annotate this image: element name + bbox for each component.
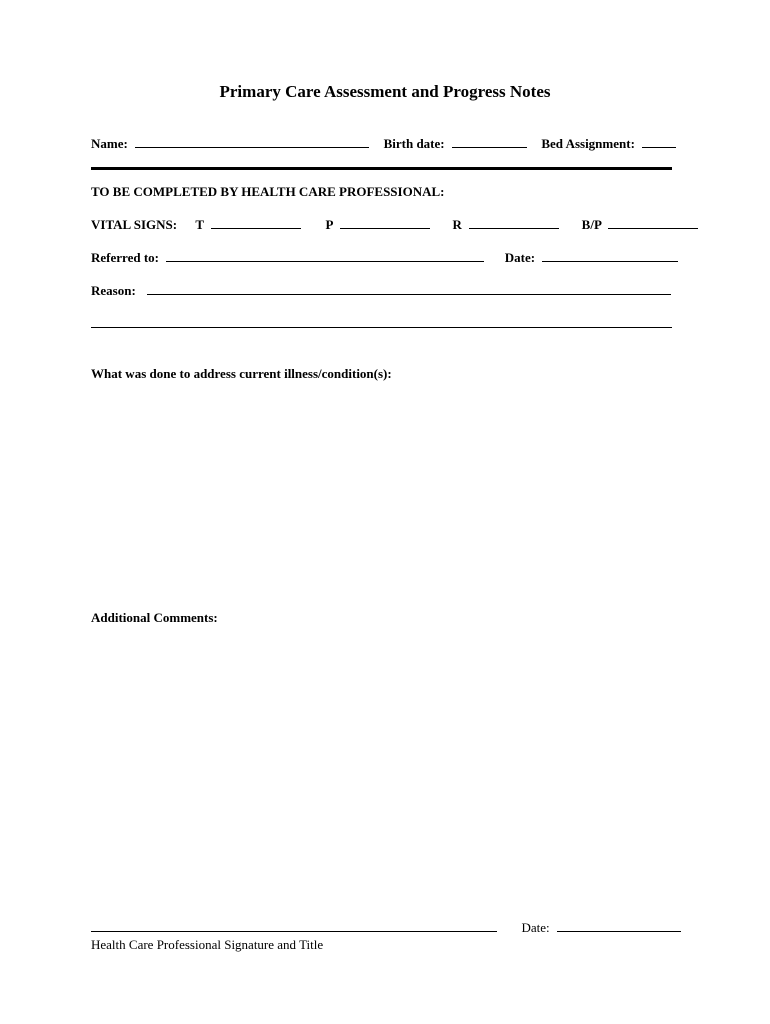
temperature-field[interactable] bbox=[211, 217, 301, 229]
signature-caption: Health Care Professional Signature and Title bbox=[91, 937, 324, 952]
reason-label: Reason: bbox=[91, 283, 136, 298]
reason-field[interactable] bbox=[147, 283, 671, 295]
referral-date-label: Date: bbox=[504, 250, 536, 265]
signature-row bbox=[91, 920, 681, 936]
current-illness-label: What was done to address current illness/condition(s): bbox=[91, 366, 392, 381]
signature-date-field[interactable] bbox=[557, 920, 681, 932]
signature-field[interactable] bbox=[91, 920, 497, 932]
referral-row bbox=[91, 250, 678, 266]
page-title: Primary Care Assessment and Progress Notes bbox=[219, 82, 551, 101]
name-field[interactable] bbox=[135, 136, 369, 148]
signature-date-label: Date: bbox=[521, 920, 550, 935]
additional-comments-label: Additional Comments: bbox=[91, 610, 218, 625]
section-divider bbox=[91, 167, 672, 170]
reason-continuation-line[interactable] bbox=[91, 327, 672, 328]
respiration-label: R bbox=[452, 217, 462, 232]
birth-date-field[interactable] bbox=[452, 136, 527, 148]
referred-to-label: Referred to: bbox=[91, 250, 159, 265]
bed-assignment-label: Bed Assignment: bbox=[541, 136, 635, 151]
temperature-label: T bbox=[195, 217, 204, 232]
bed-assignment-field[interactable] bbox=[642, 136, 676, 148]
vital-signs-label: VITAL SIGNS: bbox=[91, 217, 178, 232]
pulse-field[interactable] bbox=[340, 217, 430, 229]
pulse-label: P bbox=[325, 217, 333, 232]
referral-date-field[interactable] bbox=[542, 250, 678, 262]
blood-pressure-label: B/P bbox=[581, 217, 602, 232]
blood-pressure-field[interactable] bbox=[608, 217, 698, 229]
referred-to-field[interactable] bbox=[166, 250, 484, 262]
vital-signs-row bbox=[91, 217, 698, 233]
respiration-field[interactable] bbox=[469, 217, 559, 229]
patient-info-row bbox=[91, 136, 676, 152]
name-label: Name: bbox=[91, 136, 128, 151]
section-heading: TO BE COMPLETED BY HEALTH CARE PROFESSIONAL: bbox=[91, 184, 445, 199]
birth-date-label: Birth date: bbox=[383, 136, 445, 151]
reason-row bbox=[91, 283, 671, 299]
